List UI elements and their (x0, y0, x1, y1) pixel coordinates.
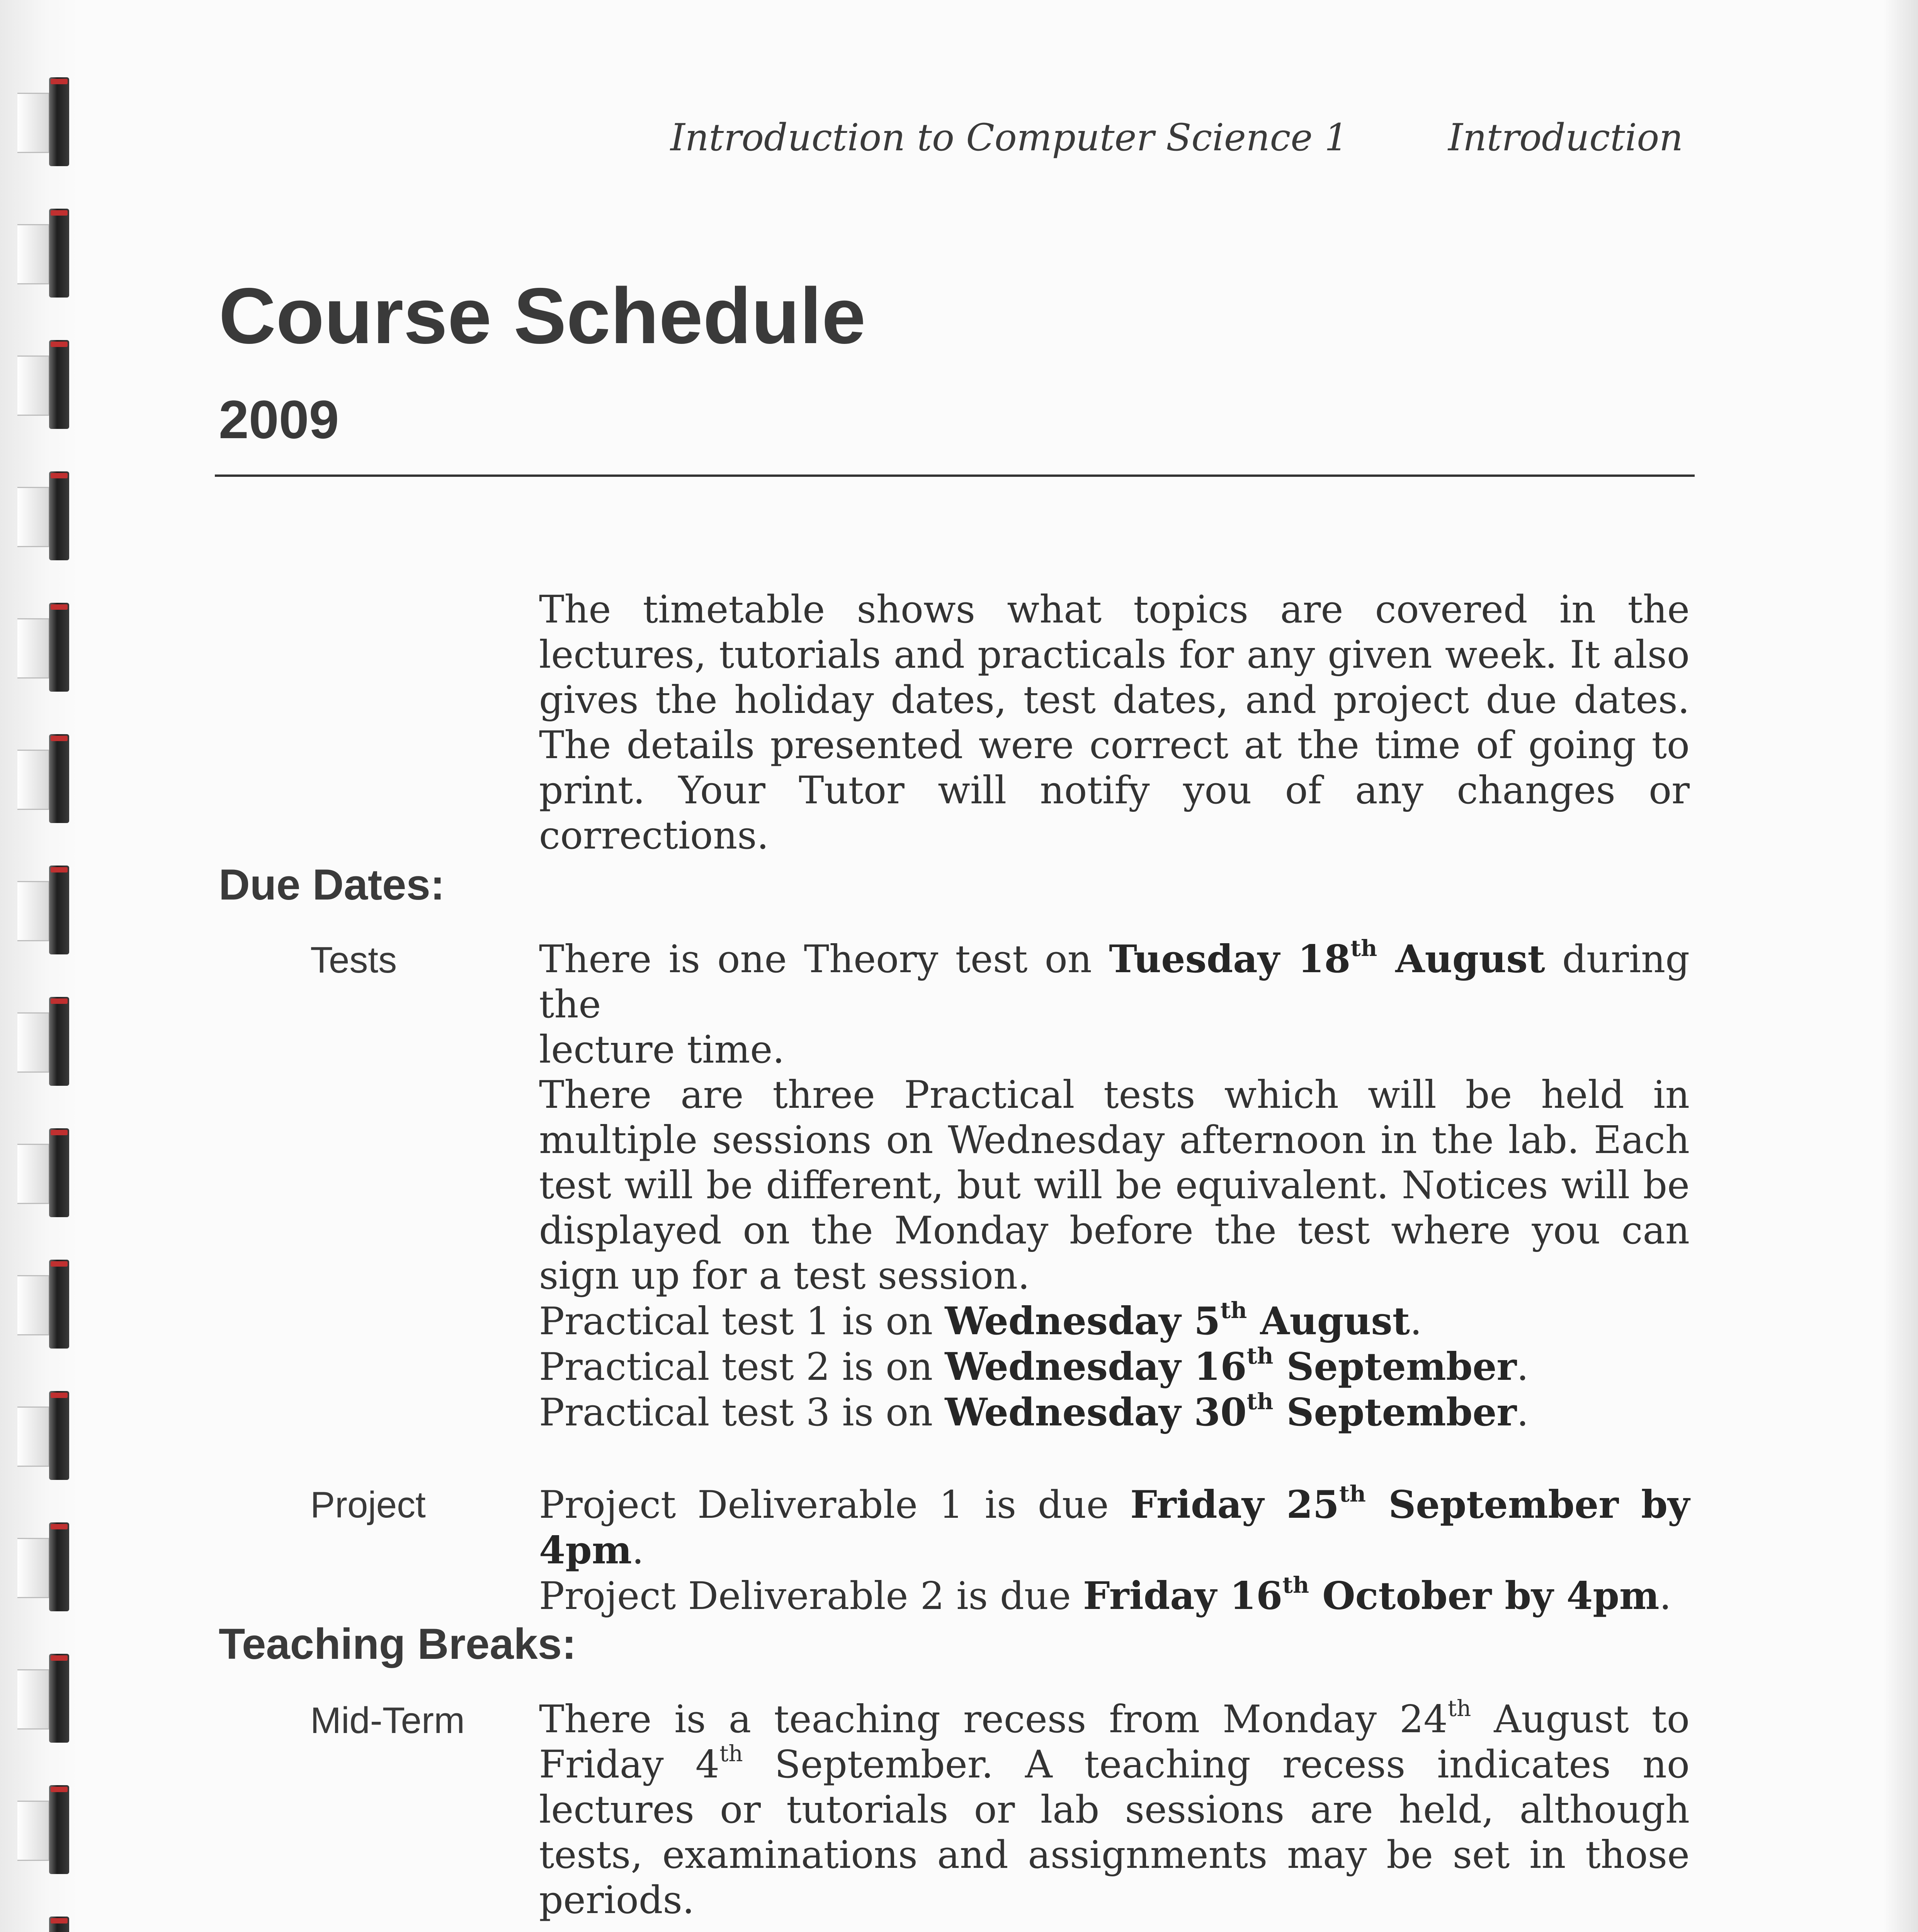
practical-test-item: Practical test 1 is on Wednesday 5th August. (539, 1297, 1422, 1344)
practical-test-item: Practical test 2 is on Wednesday 16th September. (539, 1343, 1529, 1389)
spiral-binding (17, 0, 71, 1932)
page-subtitle-year: 2009 (219, 389, 339, 450)
project-deliverable-item: Project Deliverable 2 is due Friday 16th October by 4pm. (539, 1572, 1671, 1618)
theory-test-paragraph: There is one Theory test on Tuesday 18th August during the lecture time. (539, 935, 1690, 1072)
binding-ring (17, 1654, 71, 1743)
binding-ring (17, 1260, 71, 1349)
binding-ring (17, 471, 71, 560)
binding-ring (17, 1522, 71, 1611)
binding-ring (17, 340, 71, 429)
binding-ring (17, 1391, 71, 1480)
tests-label: Tests (310, 939, 397, 981)
project-deliverable-item: Project Deliverable 1 is due Friday 25th September by 4pm. (539, 1481, 1690, 1573)
running-header-chapter: Introduction (1448, 116, 1683, 159)
binding-ring (17, 603, 71, 692)
page-title: Course Schedule (219, 272, 866, 360)
practical-test-item: Practical test 3 is on Wednesday 30th September. (539, 1388, 1529, 1435)
binding-ring (17, 997, 71, 1086)
binding-ring (17, 209, 71, 298)
title-divider (215, 474, 1695, 477)
practical-tests-paragraph: There are three Practical tests which will be held in multiple sessions on Wednesday afternoon in the lab. Each test will be different, but will be equivalent. Notices will be displayed on the Monday before the test where you can sign up for a test session. (539, 1073, 1690, 1298)
running-header-course: Introduction to Computer Science 1 (670, 116, 1348, 159)
binding-ring (17, 734, 71, 823)
binding-ring (17, 1128, 71, 1217)
project-deliverables-list (539, 1482, 1690, 1619)
mid-term-paragraph: There is a teaching recess from Monday 24th August to Friday 4th September. A teaching recess indicates no lectures or tutorials or lab sessions are held, although tests, examinations and assignments may be set in those periods. (539, 1695, 1690, 1922)
theory-test-date: Tuesday 18th August (1109, 935, 1545, 981)
practical-tests-list (539, 1299, 1690, 1435)
teaching-breaks-heading: Teaching Breaks: (219, 1620, 576, 1668)
binding-ring (17, 1917, 71, 1932)
mid-term-label: Mid-Term (310, 1700, 465, 1741)
page-edge-shadow-right (1883, 0, 1918, 1932)
binding-ring (17, 866, 71, 954)
due-dates-heading: Due Dates: (219, 861, 445, 909)
project-label: Project (310, 1484, 426, 1526)
intro-paragraph: The timetable shows what topics are covered in the lectures, tutorials and practicals for any given week. It also gives the holiday dates, test dates, and project due dates. The details presented were correct at the time of going to print. Your Tutor will notify you of any changes or corrections. (539, 588, 1690, 858)
binding-ring (17, 77, 71, 166)
binding-ring (17, 1785, 71, 1874)
